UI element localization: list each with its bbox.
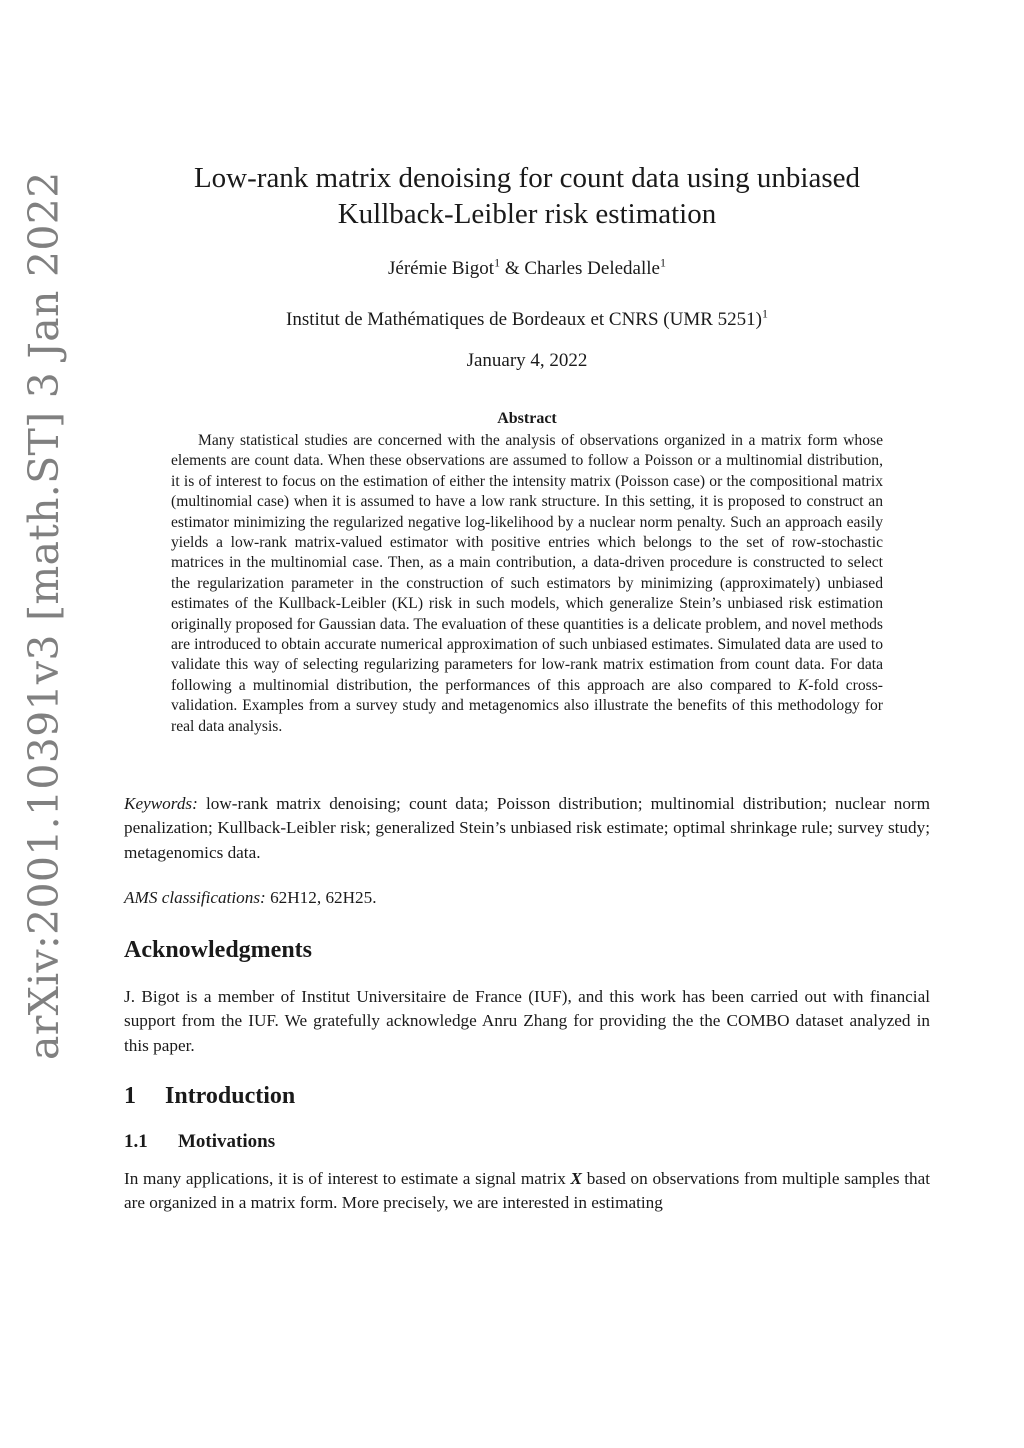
arxiv-identifier: arXiv:2001.10391v3 [math.ST] 3 Jan 2022 — [20, 171, 68, 1060]
title-line-2: Kullback-Leibler risk estimation — [337, 198, 717, 230]
acknowledgments-text: J. Bigot is a member of Institut Universitaire de France (IUF), and this work has been carried out with financial support from the IUF. We gratefully acknowledge Anru Zhang for providing the the COMBO dataset analyzed in this paper. — [124, 987, 930, 1055]
keywords-text: low-rank matrix denoising; count data; Poisson distribution; multinomial distribution; nuclear norm penalization; Kullback-Leibler risk; generalized Stein’s unbiased risk estimate; optimal shrinkage rule; survey study; metagenomics data. — [124, 794, 931, 862]
motivations-heading — [124, 1131, 275, 1153]
author-1-mark: 1 — [494, 255, 501, 270]
paper-title — [124, 160, 930, 232]
authors — [124, 255, 930, 280]
abstract-body — [171, 431, 883, 737]
ams-classifications — [124, 886, 930, 910]
author-2: Charles Deledalle — [524, 258, 660, 279]
keywords — [124, 792, 930, 865]
publication-date: January 4, 2022 — [466, 350, 588, 371]
abstract-text-part1: Many statistical studies are concerned with the analysis of observations organized in a matrix form whose elements are count data. When these observations are assumed to follow a Poisson or a multinomial distribution, it is of interest to focus on the estimation of either the intensity matrix (Poisson case) or the compositional matrix (multinomial case) when it is assumed to have a low rank structure. In this setting, it is proposed to construct an estimator minimizing the regularized negative log-likelihood by a nuclear norm penalty. Such an approach easily yields a low-rank matrix-valued estimator with positive entries which belongs to the set of row-stochastic matrices in the multinomial case. Then, as a main contribution, a data-driven procedure is constructed to select the regularization parameter in the construction of such estimators by minimizing (approximately) unbiased estimates of the Kullback-Leibler (KL) risk in such models, which generalize Stein’s unbiased risk estimation originally proposed for Gaussian data. The evaluation of these quantities is a delicate problem, and novel methods are introduced to obtain accurate numerical approximation of such unbiased estimates. Simulated data are used to validate this way of selecting regularizing parameters for low-rank matrix estimation from count data. For data following a multinomial distribution, the performances of this approach are also compared to — [171, 432, 883, 694]
introduction-heading — [124, 1083, 295, 1110]
author-2-mark: 1 — [659, 255, 666, 270]
abstract-heading: Abstract — [497, 410, 557, 427]
matrix-symbol-x: X — [570, 1169, 582, 1188]
author-1: Jérémie Bigot — [388, 258, 495, 279]
affiliation-text: Institut de Mathématiques de Bordeaux et CNRS (UMR 5251) — [286, 309, 762, 330]
abstract-k-symbol: K — [797, 676, 809, 694]
introduction-title: Introduction — [165, 1083, 296, 1109]
motivations-text-before: In many applications, it is of interest to estimate a signal matrix — [124, 1169, 566, 1188]
affiliation — [124, 306, 930, 331]
motivations-text — [124, 1167, 930, 1216]
motivations-number: 1.1 — [124, 1131, 148, 1152]
affiliation-mark: 1 — [762, 306, 768, 321]
keywords-label: Keywords: — [124, 794, 198, 813]
ams-label: AMS classifications: — [124, 888, 266, 907]
motivations-title: Motivations — [178, 1131, 276, 1152]
title-line-1: Low-rank matrix denoising for count data using unbiased — [193, 162, 861, 194]
acknowledgments-heading: Acknowledgments — [124, 937, 313, 963]
author-conjunction: & — [504, 258, 520, 279]
motivations-text-after: based on observations from multiple samples that are organized in a matrix form. More precisely, we are interested in estimating — [124, 1169, 931, 1213]
introduction-number: 1 — [124, 1083, 136, 1109]
abstract-text-part2: -fold cross-validation. Examples from a survey study and metagenomics also illustrate the benefits of this methodology for real data analysis. — [171, 676, 883, 735]
ams-text: 62H12, 62H25. — [270, 888, 377, 907]
